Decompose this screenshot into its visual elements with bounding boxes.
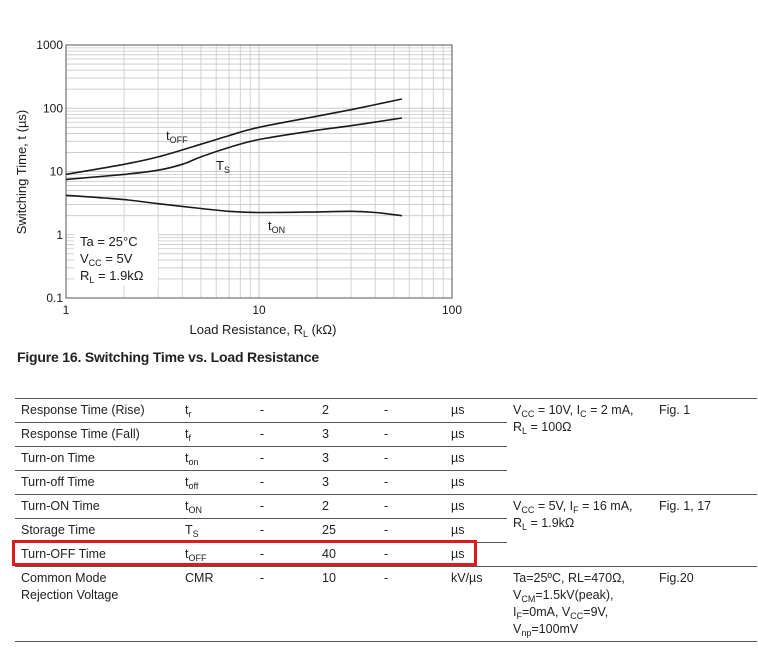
figure-ref-cell: Fig. 1 [659,403,691,417]
y-axis-label: Switching Time, t (µs) [14,109,29,235]
symbol-cell: CMR [185,571,214,585]
min-cell: - [260,523,265,537]
max-cell: - [384,523,389,537]
series-label-off: $t_{OFF}$ [166,128,188,145]
y-tick-label: 10 [49,164,63,179]
min-cell: - [260,475,265,489]
typ-cell: 3 [322,475,329,489]
unit-cell: µs [451,547,465,561]
symbol-cell: $t_{OFF}$ [185,547,207,563]
annotation-rl: $R_L = 1.9k\Omega$ [80,268,144,285]
table-row [15,567,757,642]
typ-cell: 25 [322,523,336,537]
max-cell: - [384,451,389,465]
max-cell: - [384,547,389,561]
param-cell: Storage Time [21,523,96,537]
max-cell: - [384,571,389,585]
figure-ref-cell: Fig. 1, 17 [659,499,712,513]
typ-cell: 10 [322,571,336,585]
param-cell: Common Mode Rejection Voltage [21,571,119,602]
typ-cell: 2 [322,499,329,513]
min-cell: - [260,403,265,417]
param-cell: Turn-ON Time [21,499,100,513]
table-row [15,399,757,423]
min-cell: - [260,547,265,561]
min-cell: - [260,571,265,585]
figure-caption: Figure 16. Switching Time vs. Load Resistance [17,349,319,365]
series-line-on [66,195,402,215]
y-tick-label: 100 [42,101,63,116]
symbol-cell: $t_f$ [185,427,191,443]
min-cell: - [260,427,265,441]
param-cell: Turn-off Time [21,475,95,489]
y-tick-label: 1 [56,227,63,242]
max-cell: - [384,475,389,489]
symbol-cell: $t_{off}$ [185,475,199,491]
min-cell: - [260,451,265,465]
specifications-table [15,398,757,642]
param-cell: Response Time (Fall) [21,427,140,441]
condition-cell: Ta=25ºC, RL=470Ω, $V_{CM}=1.5kV(peak)$, $I_F=0mA$, $V_{CC}=9V$, $V_{np}=100mV$ [513,571,625,638]
x-tick-label: 100 [441,303,463,317]
symbol-cell: $t_{ON}$ [185,499,202,515]
max-cell: - [384,403,389,417]
series-line-off [66,99,402,174]
typ-cell: 3 [322,427,329,441]
symbol-cell: $t_{on}$ [185,451,199,467]
conditions-annotation [74,232,158,286]
x-tick-label: 1 [62,303,70,317]
annotation-ta: Ta = 25°C [80,234,138,249]
chart-series [66,99,402,235]
unit-cell: µs [451,451,465,465]
min-cell: - [260,499,265,513]
unit-cell: µs [451,475,465,489]
condition-cell: $V_{CC} = 5V$, $I_F = 16$ mA, $R_L = 1.9k\Omega$ [513,499,633,532]
max-cell: - [384,499,389,513]
condition-cell: $V_{CC} = 10V$, $I_C = 2$ mA, $R_L = 100\Omega$ [513,403,634,436]
x-tick-label: 10 [252,303,266,317]
annotation-vcc: $V_{CC} = 5V$ [80,251,133,268]
series-label-on: $t_{ON}$ [268,218,286,235]
unit-cell: µs [451,499,465,513]
param-cell: Turn-OFF Time [21,547,106,561]
param-cell: Turn-on Time [21,451,95,465]
param-cell: Response Time (Rise) [21,403,145,417]
unit-cell: µs [451,523,465,537]
unit-cell: kV/µs [451,571,483,585]
max-cell: - [384,427,389,441]
typ-cell: 40 [322,547,336,561]
unit-cell: µs [451,403,465,417]
unit-cell: µs [451,427,465,441]
x-axis-label: Load Resistance, $R_L$ (kΩ) [189,322,337,339]
symbol-cell: $T_S$ [185,523,199,539]
series-label-s: $T_S$ [216,158,230,175]
y-tick-label: 0.1 [46,291,63,305]
typ-cell: 3 [322,451,329,465]
y-tick-label: 1000 [36,38,63,52]
figure-ref-cell: Fig.20 [659,571,694,585]
table-row [15,495,757,519]
symbol-cell: $t_r$ [185,403,192,419]
typ-cell: 2 [322,403,329,417]
